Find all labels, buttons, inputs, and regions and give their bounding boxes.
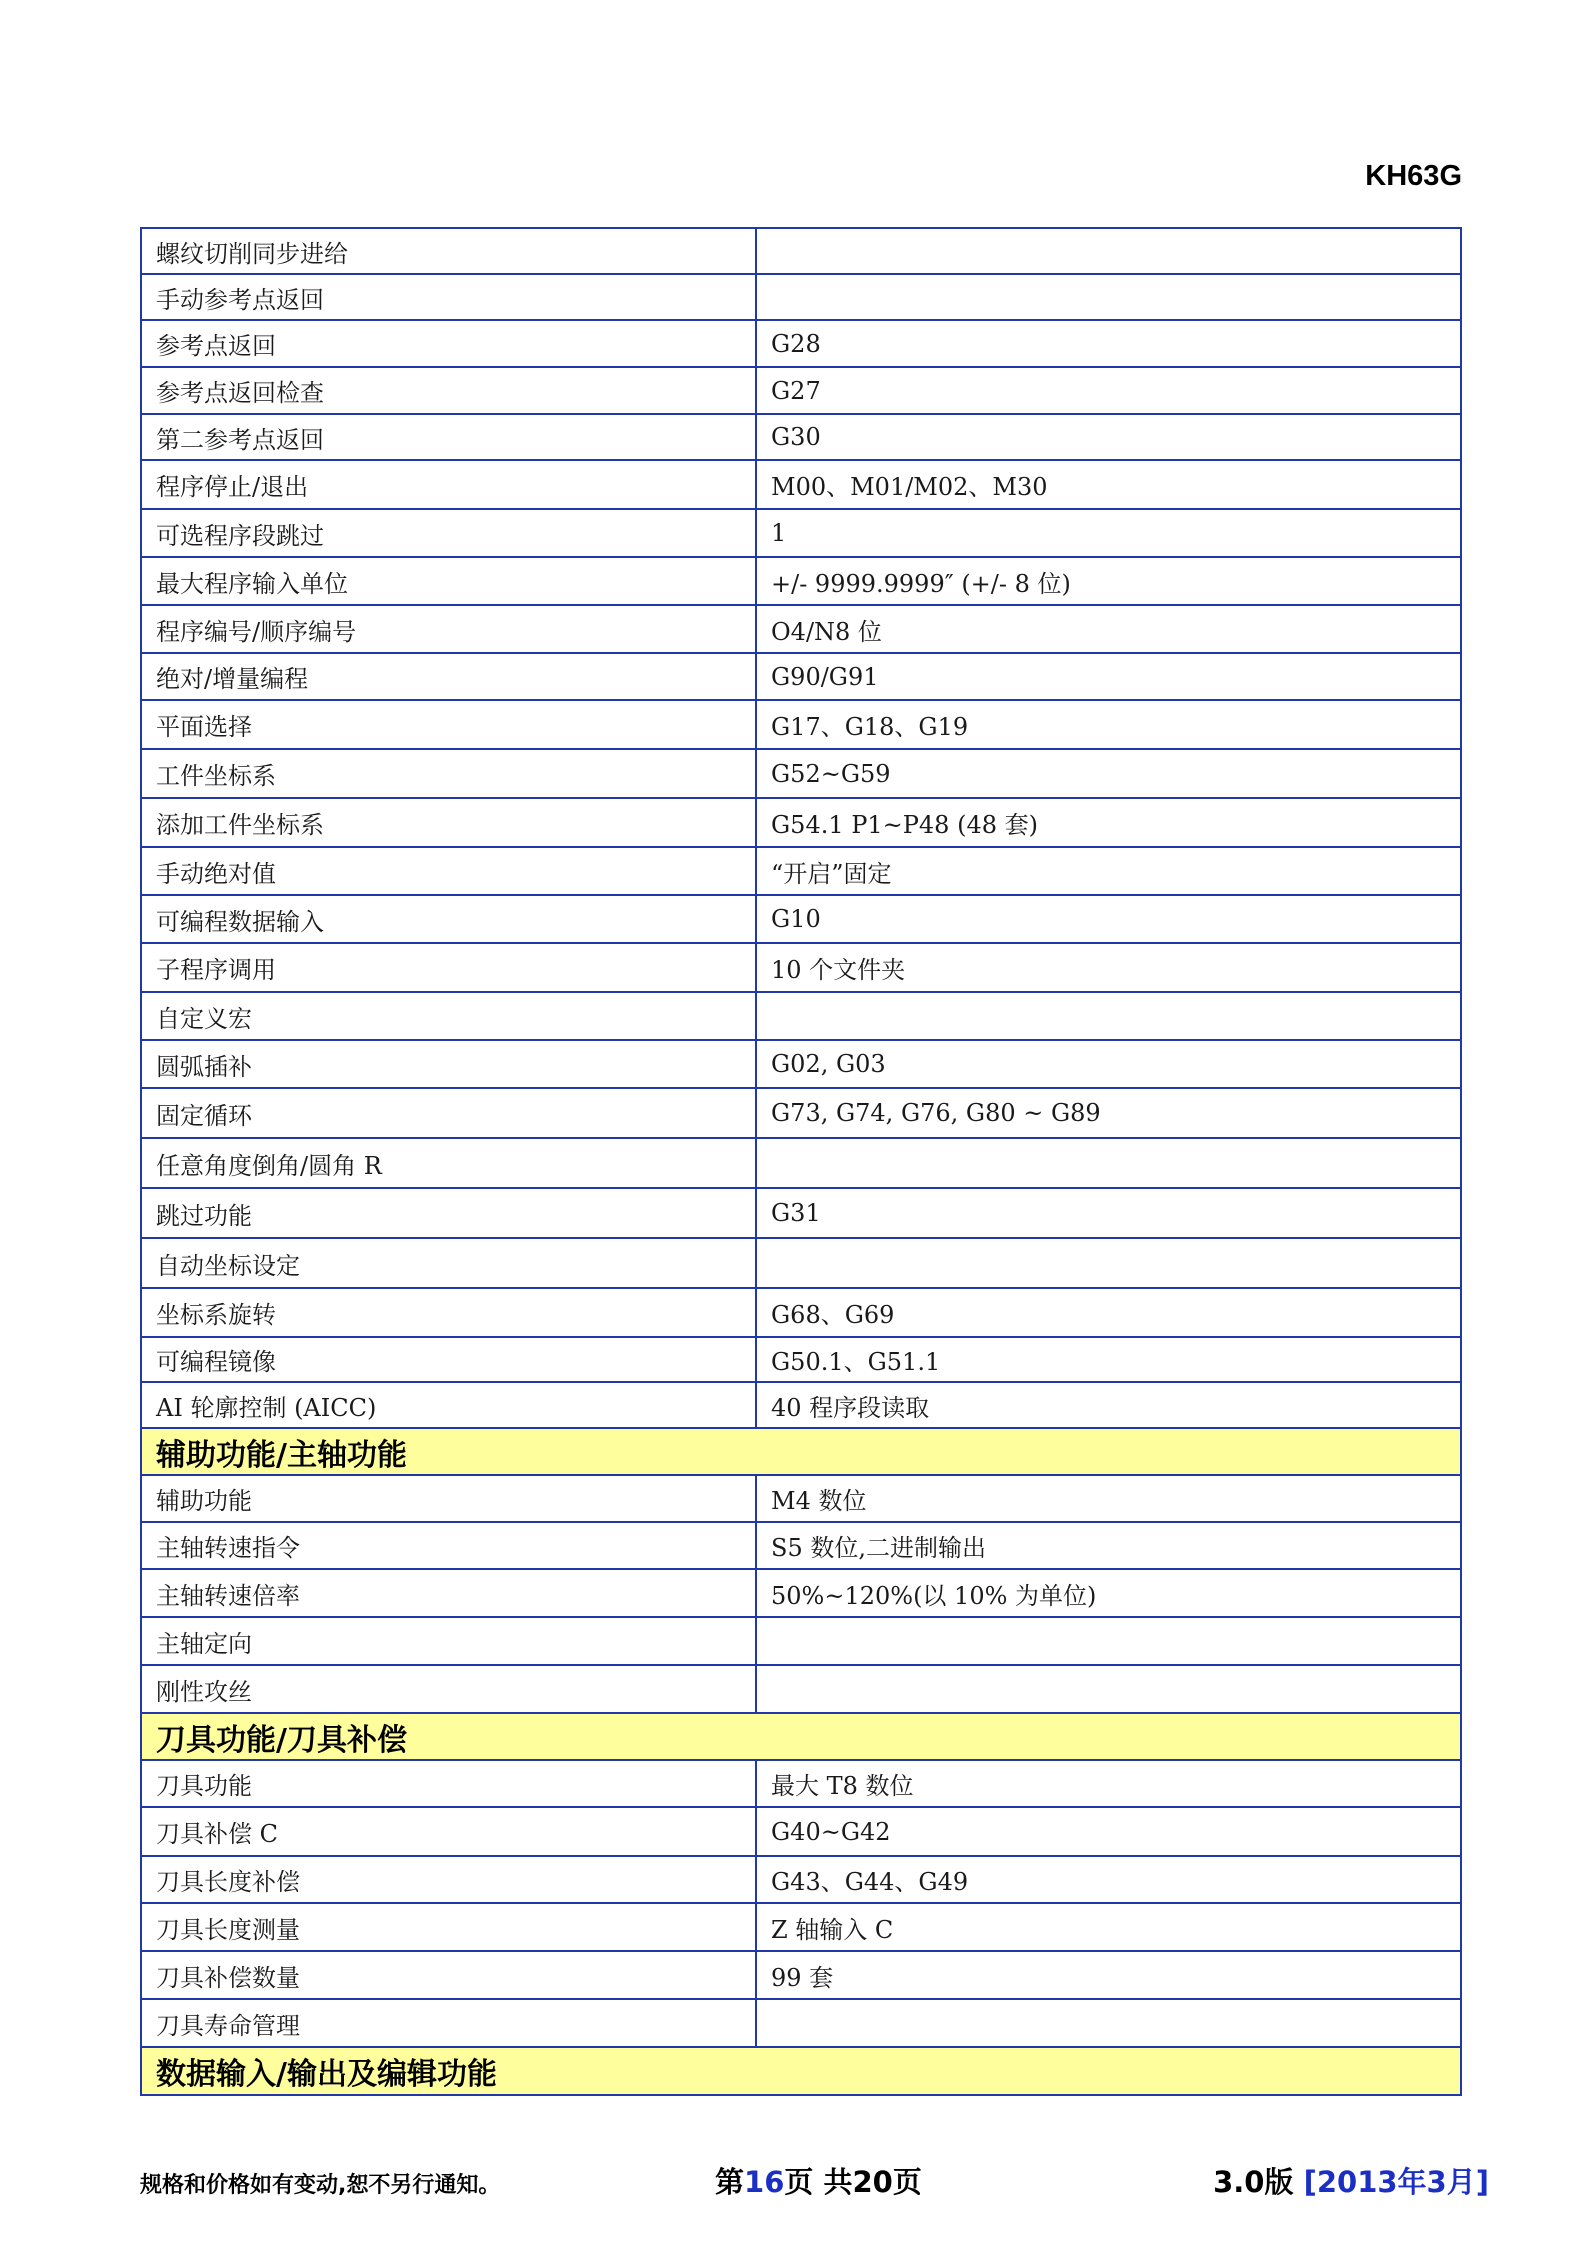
feature-name-cell: 添加工件坐标系 bbox=[141, 798, 756, 847]
feature-name-cell: 绝对/增量编程 bbox=[141, 653, 756, 700]
table-row bbox=[141, 1475, 1461, 1522]
table-row bbox=[141, 1665, 1461, 1713]
feature-name-cell: 刀具寿命管理 bbox=[141, 1999, 756, 2047]
feature-name-cell: 手动参考点返回 bbox=[141, 274, 756, 320]
feature-name-cell: 任意角度倒角/圆角 R bbox=[141, 1138, 756, 1188]
table-row bbox=[141, 798, 1461, 847]
feature-name-cell: 跳过功能 bbox=[141, 1188, 756, 1238]
feature-name-cell: 第二参考点返回 bbox=[141, 414, 756, 460]
feature-name-cell: 主轴转速指令 bbox=[141, 1522, 756, 1569]
table-row bbox=[141, 1856, 1461, 1903]
feature-name-cell: 主轴转速倍率 bbox=[141, 1569, 756, 1617]
feature-value-cell: G50.1、G51.1 bbox=[756, 1337, 1461, 1382]
feature-name-cell: 程序编号/顺序编号 bbox=[141, 605, 756, 653]
feature-value-cell: 50%~120%(以 10% 为单位) bbox=[756, 1569, 1461, 1617]
page-number: 16 bbox=[744, 2165, 785, 2199]
table-row bbox=[141, 1138, 1461, 1188]
version: 3.0版 bbox=[1213, 2165, 1294, 2199]
page-mid: 页 共 bbox=[784, 2165, 853, 2199]
feature-value-cell: G52~G59 bbox=[756, 749, 1461, 798]
feature-value-cell: 10 个文件夹 bbox=[756, 943, 1461, 992]
feature-value-cell: G40~G42 bbox=[756, 1807, 1461, 1856]
feature-value-cell: G90/G91 bbox=[756, 653, 1461, 700]
page-info bbox=[715, 2160, 922, 2201]
feature-name-cell: 可编程镜像 bbox=[141, 1337, 756, 1382]
table-row bbox=[141, 228, 1461, 274]
feature-name-cell: 主轴定向 bbox=[141, 1617, 756, 1665]
feature-value-cell: G30 bbox=[756, 414, 1461, 460]
feature-value-cell bbox=[756, 1138, 1461, 1188]
page-suffix: 页 bbox=[892, 2165, 922, 2199]
feature-name-cell: 固定循环 bbox=[141, 1088, 756, 1138]
page-total: 20 bbox=[852, 2165, 893, 2199]
table-row bbox=[141, 367, 1461, 414]
feature-name-cell: 辅助功能 bbox=[141, 1475, 756, 1522]
table-row bbox=[141, 274, 1461, 320]
feature-value-cell: 99 套 bbox=[756, 1951, 1461, 1999]
table-row bbox=[141, 1807, 1461, 1856]
feature-name-cell: 刀具补偿数量 bbox=[141, 1951, 756, 1999]
feature-name-cell: 自动坐标设定 bbox=[141, 1238, 756, 1288]
feature-value-cell bbox=[756, 1999, 1461, 2047]
table-row bbox=[141, 1760, 1461, 1807]
feature-value-cell bbox=[756, 228, 1461, 274]
feature-value-cell: G10 bbox=[756, 895, 1461, 943]
page-prefix: 第 bbox=[715, 2165, 745, 2199]
feature-value-cell: 最大 T8 数位 bbox=[756, 1760, 1461, 1807]
feature-value-cell bbox=[756, 1665, 1461, 1713]
feature-value-cell: S5 数位,二进制输出 bbox=[756, 1522, 1461, 1569]
feature-value-cell: G54.1 P1~P48 (48 套) bbox=[756, 798, 1461, 847]
feature-name-cell: 最大程序输入单位 bbox=[141, 557, 756, 605]
feature-value-cell: “开启”固定 bbox=[756, 847, 1461, 895]
model-number: KH63G bbox=[1365, 160, 1462, 192]
feature-name-cell: 自定义宏 bbox=[141, 992, 756, 1040]
table-row bbox=[141, 1088, 1461, 1138]
feature-value-cell: Z 轴输入 C bbox=[756, 1903, 1461, 1951]
spec-table bbox=[140, 227, 1462, 2096]
feature-value-cell: M4 数位 bbox=[756, 1475, 1461, 1522]
feature-value-cell: G02, G03 bbox=[756, 1040, 1461, 1088]
table-row bbox=[141, 414, 1461, 460]
table-row bbox=[141, 605, 1461, 653]
feature-name-cell: 刚性攻丝 bbox=[141, 1665, 756, 1713]
table-row bbox=[141, 1951, 1461, 1999]
table-row bbox=[141, 992, 1461, 1040]
table-row bbox=[141, 1522, 1461, 1569]
feature-value-cell: +/- 9999.9999″ (+/- 8 位) bbox=[756, 557, 1461, 605]
feature-name-cell: 可选程序段跳过 bbox=[141, 509, 756, 557]
table-row bbox=[141, 653, 1461, 700]
feature-name-cell: 可编程数据输入 bbox=[141, 895, 756, 943]
table-row bbox=[141, 1903, 1461, 1951]
spec-table-body bbox=[141, 228, 1461, 2095]
feature-value-cell: G68、G69 bbox=[756, 1288, 1461, 1337]
section-header-row bbox=[141, 1713, 1461, 1760]
feature-name-cell: 子程序调用 bbox=[141, 943, 756, 992]
feature-value-cell: G73, G74, G76, G80 ~ G89 bbox=[756, 1088, 1461, 1138]
feature-name-cell: 工件坐标系 bbox=[141, 749, 756, 798]
section-header-row bbox=[141, 1428, 1461, 1475]
section-header-row bbox=[141, 2047, 1461, 2095]
feature-value-cell: G28 bbox=[756, 320, 1461, 367]
feature-value-cell: 40 程序段读取 bbox=[756, 1382, 1461, 1428]
table-row bbox=[141, 1040, 1461, 1088]
feature-name-cell: 参考点返回 bbox=[141, 320, 756, 367]
table-row bbox=[141, 1337, 1461, 1382]
feature-value-cell: G27 bbox=[756, 367, 1461, 414]
table-row bbox=[141, 460, 1461, 509]
feature-name-cell: 手动绝对值 bbox=[141, 847, 756, 895]
feature-value-cell: G43、G44、G49 bbox=[756, 1856, 1461, 1903]
table-row bbox=[141, 943, 1461, 992]
feature-name-cell: 参考点返回检查 bbox=[141, 367, 756, 414]
table-row bbox=[141, 700, 1461, 749]
feature-value-cell: G31 bbox=[756, 1188, 1461, 1238]
feature-name-cell: 螺纹切削同步进给 bbox=[141, 228, 756, 274]
feature-name-cell: 程序停止/退出 bbox=[141, 460, 756, 509]
table-row bbox=[141, 1999, 1461, 2047]
feature-name-cell: AI 轮廓控制 (AICC) bbox=[141, 1382, 756, 1428]
table-row bbox=[141, 1238, 1461, 1288]
table-row bbox=[141, 749, 1461, 798]
footer-notice: 规格和价格如有变动,恕不另行通知。 bbox=[140, 2173, 501, 2198]
feature-value-cell: M00、M01/M02、M30 bbox=[756, 460, 1461, 509]
release-date: [2013年3月] bbox=[1303, 2165, 1489, 2199]
page-footer bbox=[140, 2160, 1489, 2204]
table-row bbox=[141, 895, 1461, 943]
version-info bbox=[1213, 2160, 1489, 2201]
feature-value-cell: G17、G18、G19 bbox=[756, 700, 1461, 749]
feature-value-cell: O4/N8 位 bbox=[756, 605, 1461, 653]
feature-name-cell: 刀具长度补偿 bbox=[141, 1856, 756, 1903]
section-title: 辅助功能/主轴功能 bbox=[141, 1428, 1461, 1475]
feature-value-cell bbox=[756, 1617, 1461, 1665]
feature-name-cell: 刀具补偿 C bbox=[141, 1807, 756, 1856]
table-row bbox=[141, 1288, 1461, 1337]
feature-name-cell: 平面选择 bbox=[141, 700, 756, 749]
table-row bbox=[141, 1382, 1461, 1428]
feature-name-cell: 刀具功能 bbox=[141, 1760, 756, 1807]
table-row bbox=[141, 509, 1461, 557]
feature-name-cell: 坐标系旋转 bbox=[141, 1288, 756, 1337]
table-row bbox=[141, 1617, 1461, 1665]
feature-name-cell: 刀具长度测量 bbox=[141, 1903, 756, 1951]
section-title: 刀具功能/刀具补偿 bbox=[141, 1713, 1461, 1760]
section-title: 数据输入/输出及编辑功能 bbox=[141, 2047, 1461, 2095]
feature-value-cell bbox=[756, 274, 1461, 320]
table-row bbox=[141, 1569, 1461, 1617]
table-row bbox=[141, 847, 1461, 895]
feature-value-cell bbox=[756, 1238, 1461, 1288]
feature-value-cell bbox=[756, 992, 1461, 1040]
table-row bbox=[141, 320, 1461, 367]
feature-value-cell: 1 bbox=[756, 509, 1461, 557]
table-row bbox=[141, 1188, 1461, 1238]
feature-name-cell: 圆弧插补 bbox=[141, 1040, 756, 1088]
table-row bbox=[141, 557, 1461, 605]
